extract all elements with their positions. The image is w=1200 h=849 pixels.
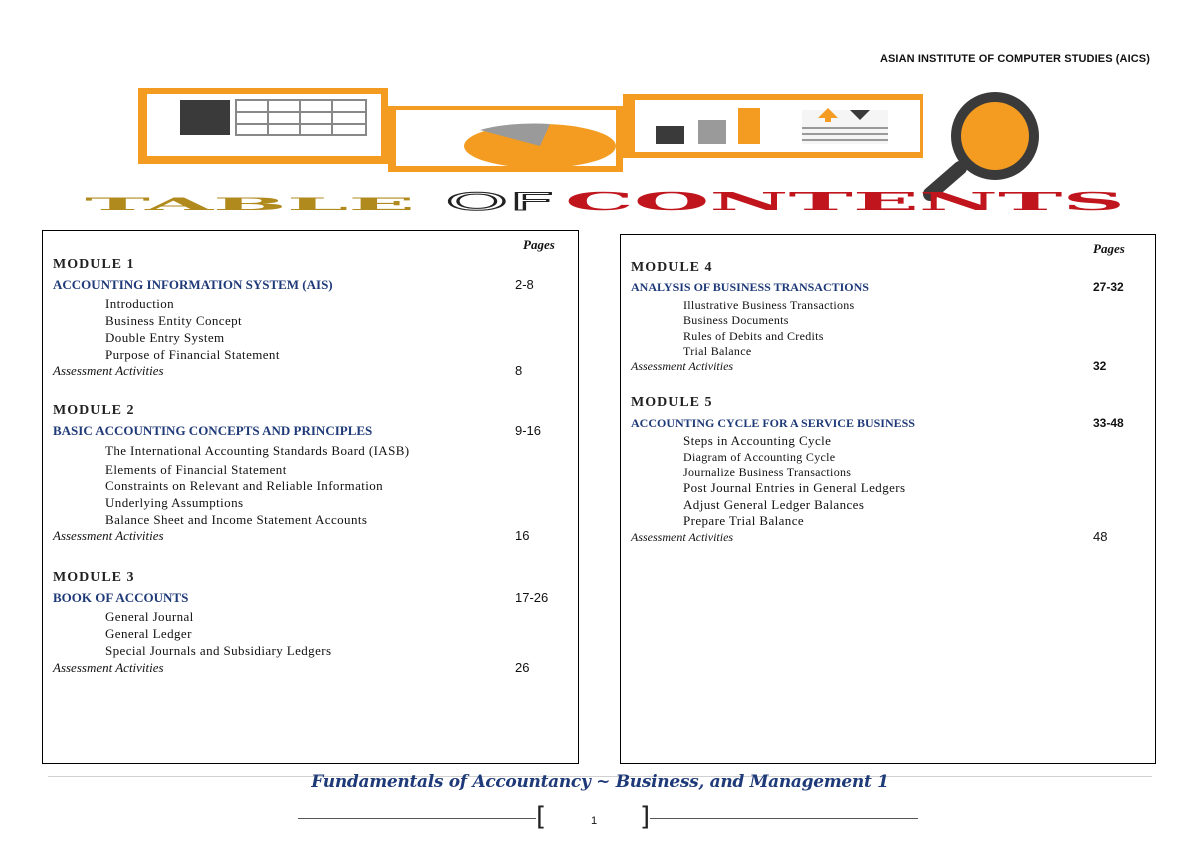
page-number: 1 (590, 815, 598, 827)
module-2-assessment: Assessment Activities (53, 528, 164, 543)
module-5-topic: Diagram of Accounting Cycle (683, 450, 836, 464)
toc-title-contents: CONTENTS (565, 187, 1125, 216)
module-4-number: MODULE 4 (631, 260, 713, 275)
module-5-topic: Post Journal Entries in General Ledgers (683, 480, 906, 495)
module-4-pages: 27-32 (1093, 280, 1124, 294)
module-5-number: MODULE 5 (631, 395, 713, 410)
module-2-topic: The International Accounting Standards Board (IASB) (105, 443, 410, 458)
module-3-pages: 17-26 (515, 590, 549, 605)
module-3-assessment-page: 26 (515, 660, 530, 675)
module-5-assessment: Assessment Activities (631, 530, 734, 544)
module-1-title: ACCOUNTING INFORMATION SYSTEM (AIS) (53, 277, 333, 292)
pages-label: Pages (1093, 241, 1125, 256)
module-5-topic: Journalize Business Transactions (683, 465, 852, 479)
module-2-pages: 9-16 (515, 423, 542, 438)
module-4-assessment-page: 32 (1093, 359, 1107, 373)
module-5-topic: Prepare Trial Balance (683, 513, 805, 528)
table-of-contents-heading (85, 182, 1135, 220)
module-5-topic: Steps in Accounting Cycle (683, 433, 832, 448)
module-1-assessment-page: 8 (515, 363, 523, 378)
module-5-title: ACCOUNTING CYCLE FOR A SERVICE BUSINESS (631, 416, 915, 430)
toc-title-of: OF (445, 188, 555, 216)
module-4-title: ANALYSIS OF BUSINESS TRANSACTIONS (631, 280, 869, 294)
module-4-assessment: Assessment Activities (631, 359, 734, 373)
module-2-topic: Underlying Assumptions (105, 495, 244, 510)
institute-header: ASIAN INSTITUTE OF COMPUTER STUDIES (AICS) (879, 53, 1150, 65)
toc-box-left (42, 230, 579, 764)
module-5-topic: Adjust General Ledger Balances (683, 497, 865, 512)
module-3-number: MODULE 3 (53, 570, 135, 585)
module-3-topic: General Ledger (105, 626, 192, 641)
module-3-assessment: Assessment Activities (53, 660, 164, 675)
module-1-topic: Introduction (105, 296, 175, 311)
page-number-line-left (298, 818, 536, 819)
module-2-topic: Balance Sheet and Income Statement Accounts (105, 512, 368, 527)
pages-label: Pages (523, 237, 555, 252)
module-1-assessment: Assessment Activities (53, 363, 164, 378)
module-4-topic: Business Documents (683, 313, 789, 327)
module-1-pages: 2-8 (515, 277, 534, 292)
module-1-topic: Business Entity Concept (105, 313, 243, 328)
toc-box-right (620, 234, 1156, 764)
module-3-title: BOOK OF ACCOUNTS (53, 590, 189, 605)
module-2-topic: Elements of Financial Statement (105, 462, 287, 477)
module-2-topic: Constraints on Relevant and Reliable Information (105, 478, 384, 493)
toc-title-table: TABLE (85, 194, 415, 215)
module-1-topic: Double Entry System (105, 330, 225, 345)
module-4-topic: Rules of Debits and Credits (683, 329, 824, 343)
module-5-pages: 33-48 (1093, 416, 1124, 430)
module-4-topic: Trial Balance (683, 344, 752, 358)
module-2-assessment-page: 16 (515, 528, 530, 543)
page-number-line-right (650, 818, 918, 819)
module-1-number: MODULE 1 (53, 257, 135, 272)
page-bracket-right: ] (640, 802, 651, 832)
module-3-topic: Special Journals and Subsidiary Ledgers (105, 643, 332, 658)
module-4-topic: Illustrative Business Transactions (683, 298, 855, 312)
module-2-number: MODULE 2 (53, 403, 135, 418)
module-2-title: BASIC ACCOUNTING CONCEPTS AND PRINCIPLES (53, 423, 373, 438)
module-3-topic: General Journal (105, 609, 194, 624)
course-title: Fundamentals of Accountancy ~ Business, and Management 1 (311, 772, 889, 792)
module-5-assessment-page: 48 (1093, 529, 1108, 544)
module-1-topic: Purpose of Financial Statement (105, 347, 280, 362)
page-bracket-left: [ (536, 802, 547, 832)
